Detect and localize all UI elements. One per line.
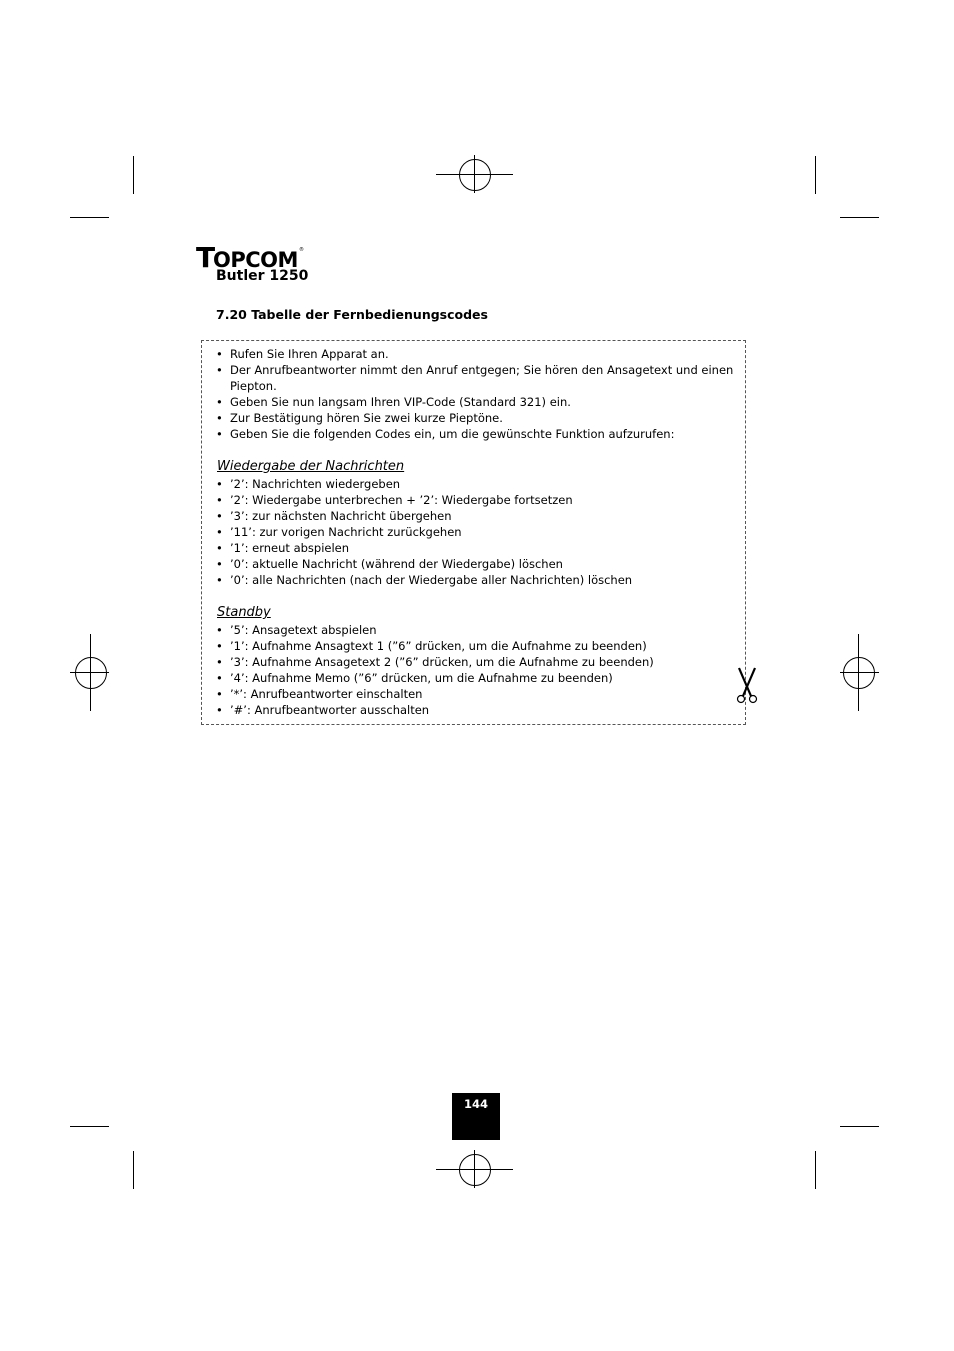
- crop-mark: [133, 156, 134, 194]
- crop-mark: [70, 1126, 109, 1127]
- svg-text:OPCOM: OPCOM: [213, 248, 298, 272]
- list-item: • ’#’: Anrufbeantworter ausschalten: [216, 702, 736, 718]
- list-item: • Der Anrufbeantworter nimmt den Anruf entgegen; Sie hören den Ansagetext und einen Piepton.: [216, 362, 736, 394]
- list-item: • ’4’: Aufnahme Memo (”6” drücken, um die Aufnahme zu beenden): [216, 670, 736, 686]
- crop-mark: [815, 156, 816, 194]
- standby-codes-list: [216, 622, 736, 718]
- list-item: • ’*’: Anrufbeantworter einschalten: [216, 686, 736, 702]
- list-item: • Geben Sie nun langsam Ihren VIP-Code (Standard 321) ein.: [216, 394, 736, 410]
- scissors-icon: [734, 666, 760, 706]
- svg-text:T: T: [196, 241, 215, 274]
- crop-mark: [815, 1151, 816, 1189]
- list-item: • ’0’: alle Nachrichten (nach der Wiedergabe aller Nachrichten) löschen: [216, 572, 736, 588]
- list-item: • Geben Sie die folgenden Codes ein, um die gewünschte Funktion aufzurufen:: [216, 426, 736, 442]
- standby-heading: Standby: [217, 605, 271, 620]
- list-item: • ’2’: Wiedergabe unterbrechen + ’2’: Wiedergabe fortsetzen: [216, 492, 736, 508]
- product-model: Butler 1250: [216, 268, 309, 284]
- list-item: • ’3’: zur nächsten Nachricht übergehen: [216, 508, 736, 524]
- list-item: • Zur Bestätigung hören Sie zwei kurze Pieptöne.: [216, 410, 736, 426]
- svg-text:®: ®: [299, 247, 304, 253]
- section-heading: 7.20 Tabelle der Fernbedienungscodes: [216, 307, 488, 322]
- list-item: • ’0’: aktuelle Nachricht (während der Wiedergabe) löschen: [216, 556, 736, 572]
- list-item: • ’1’: Aufnahme Ansagtext 1 (”6” drücken, um die Aufnahme zu beenden): [216, 638, 736, 654]
- page-number: 144: [463, 1097, 488, 1111]
- playback-heading: Wiedergabe der Nachrichten: [217, 459, 405, 474]
- crop-mark: [70, 217, 109, 218]
- page-number-badge: [452, 1093, 500, 1140]
- playback-codes-list: [216, 476, 736, 588]
- crop-mark: [840, 1126, 879, 1127]
- list-item: • Rufen Sie Ihren Apparat an.: [216, 346, 736, 362]
- list-item: • ’1’: erneut abspielen: [216, 540, 736, 556]
- list-item: • ’5’: Ansagetext abspielen: [216, 622, 736, 638]
- list-item: • ’3’: Aufnahme Ansagetext 2 (”6” drücken, um die Aufnahme zu beenden): [216, 654, 736, 670]
- intro-steps-list: [216, 346, 736, 442]
- registration-mark-icon: [843, 657, 875, 689]
- crop-mark: [133, 1151, 134, 1189]
- registration-mark-icon: [459, 1154, 491, 1186]
- list-item: • ’11’: zur vorigen Nachricht zurückgehen: [216, 524, 736, 540]
- registration-mark-icon: [459, 159, 491, 191]
- registration-mark-icon: [75, 657, 107, 689]
- crop-mark: [840, 217, 879, 218]
- list-item: • ’2’: Nachrichten wiedergeben: [216, 476, 736, 492]
